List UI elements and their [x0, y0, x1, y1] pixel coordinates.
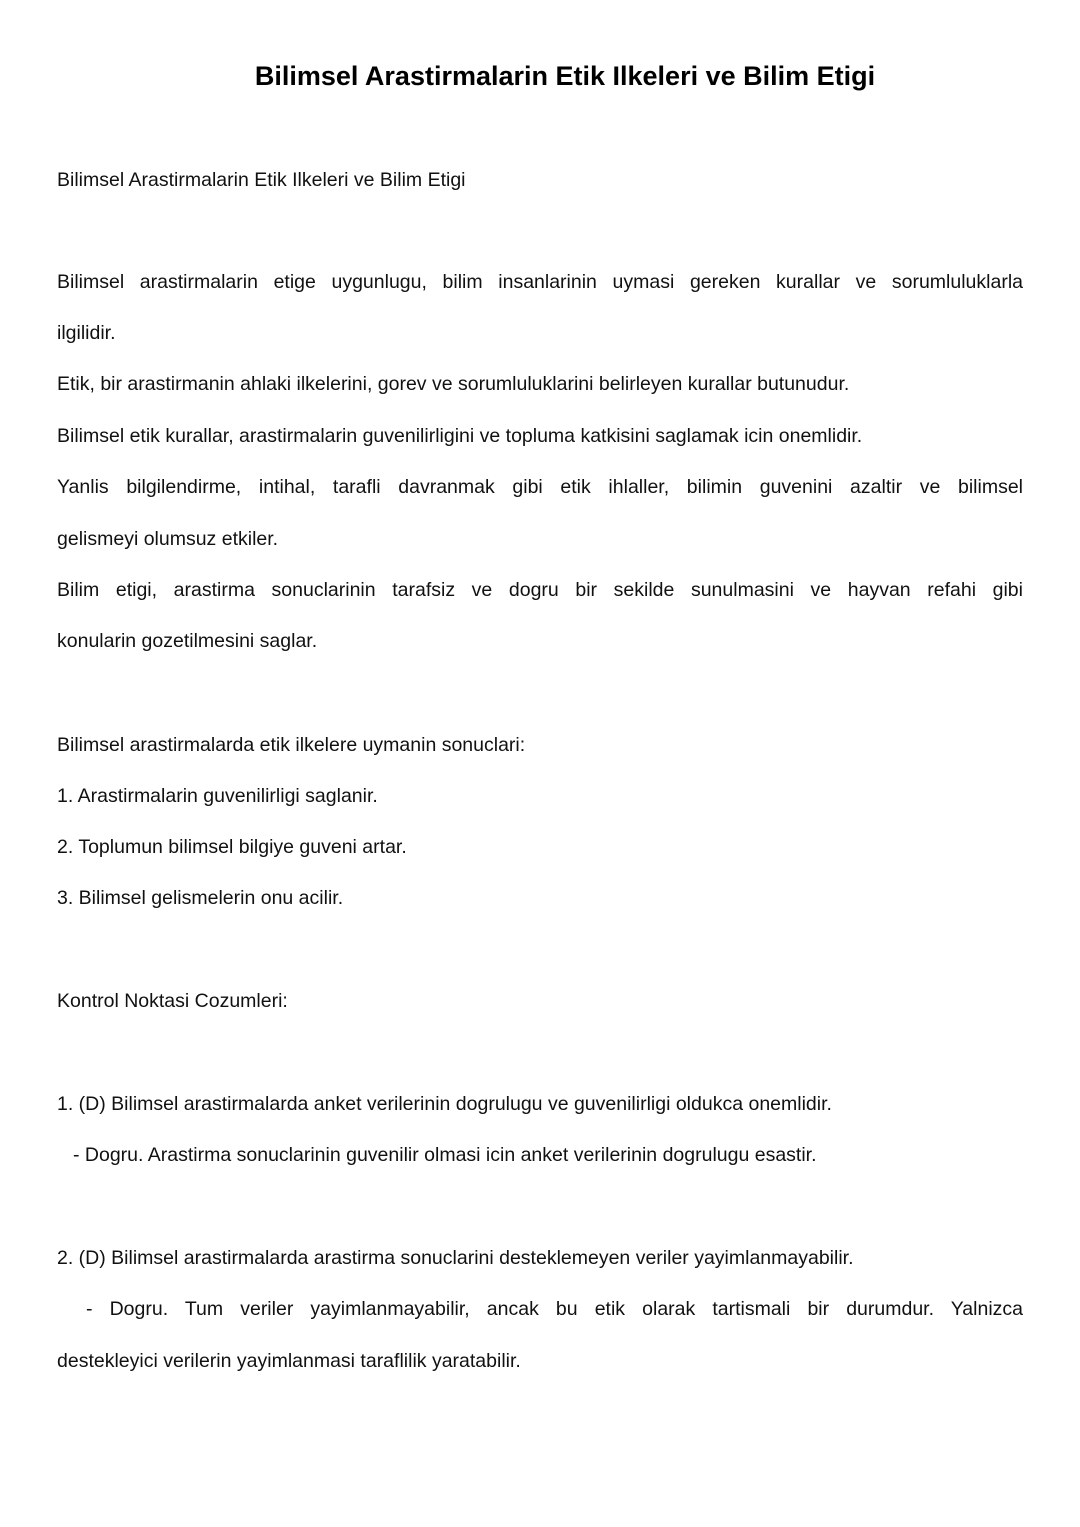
intro-paragraph-3: Bilimsel etik kurallar, arastirmalarin guvenilirligini ve topluma katkisini saglamak icin onemlidir.	[57, 425, 863, 447]
intro-paragraph-1-line-2: ilgilidir.	[57, 322, 116, 344]
checkpoint-heading: Kontrol Noktasi Cozumleri:	[57, 990, 288, 1012]
results-heading: Bilimsel arastirmalarda etik ilkelere uymanin sonuclari:	[57, 734, 526, 756]
document-title: Bilimsel Arastirmalarin Etik Ilkeleri ve Bilim Etigi	[254, 61, 876, 91]
intro-paragraph-2: Etik, bir arastirmanin ahlaki ilkelerini, gorev ve sorumluluklarini belirleyen kurallar butunudur.	[57, 373, 850, 395]
intro-paragraph-5-line-1: Bilim etigi, arastirma sonuclarinin tarafsiz ve dogru bir sekilde sunulmasini ve hayvan refahi gibi	[57, 579, 1023, 601]
intro-paragraph-4-line-2: gelismeyi olumsuz etkiler.	[57, 528, 279, 550]
results-list-item: 3. Bilimsel gelismelerin onu acilir.	[57, 887, 344, 909]
document-subtitle: Bilimsel Arastirmalarin Etik Ilkeleri ve Bilim Etigi	[57, 169, 466, 191]
intro-paragraph-4-line-1: Yanlis bilgilendirme, intihal, tarafli davranmak gibi etik ihlaller, bilimin guvenini azaltir ve bilimsel	[57, 476, 1023, 498]
checkpoint-question-2-answer-line-1: - Dogru. Tum veriler yayimlanmayabilir, ancak bu etik olarak tartismali bir durumdur. Yalnizca	[86, 1298, 1023, 1320]
results-list-item: 1. Arastirmalarin guvenilirligi saglanir.	[57, 785, 378, 807]
intro-paragraph-1-line-1: Bilimsel arastirmalarin etige uygunlugu, bilim insanlarinin uymasi gereken kurallar ve sorumluluklarla	[57, 271, 1023, 293]
checkpoint-question-1-answer: - Dogru. Arastirma sonuclarinin guvenilir olmasi icin anket verilerinin dogrulugu esastir.	[73, 1144, 817, 1166]
checkpoint-question-2-statement: 2. (D) Bilimsel arastirmalarda arastirma sonuclarini desteklemeyen veriler yayimlanmayabilir.	[57, 1247, 854, 1269]
checkpoint-question-2-answer-line-2: destekleyici verilerin yayimlanmasi taraflilik yaratabilir.	[57, 1350, 521, 1372]
checkpoint-question-1-statement: 1. (D) Bilimsel arastirmalarda anket verilerinin dogrulugu ve guvenilirligi oldukca onemlidir.	[57, 1093, 832, 1115]
intro-paragraph-5-line-2: konularin gozetilmesini saglar.	[57, 630, 318, 652]
results-list-item: 2. Toplumun bilimsel bilgiye guveni artar.	[57, 836, 407, 858]
